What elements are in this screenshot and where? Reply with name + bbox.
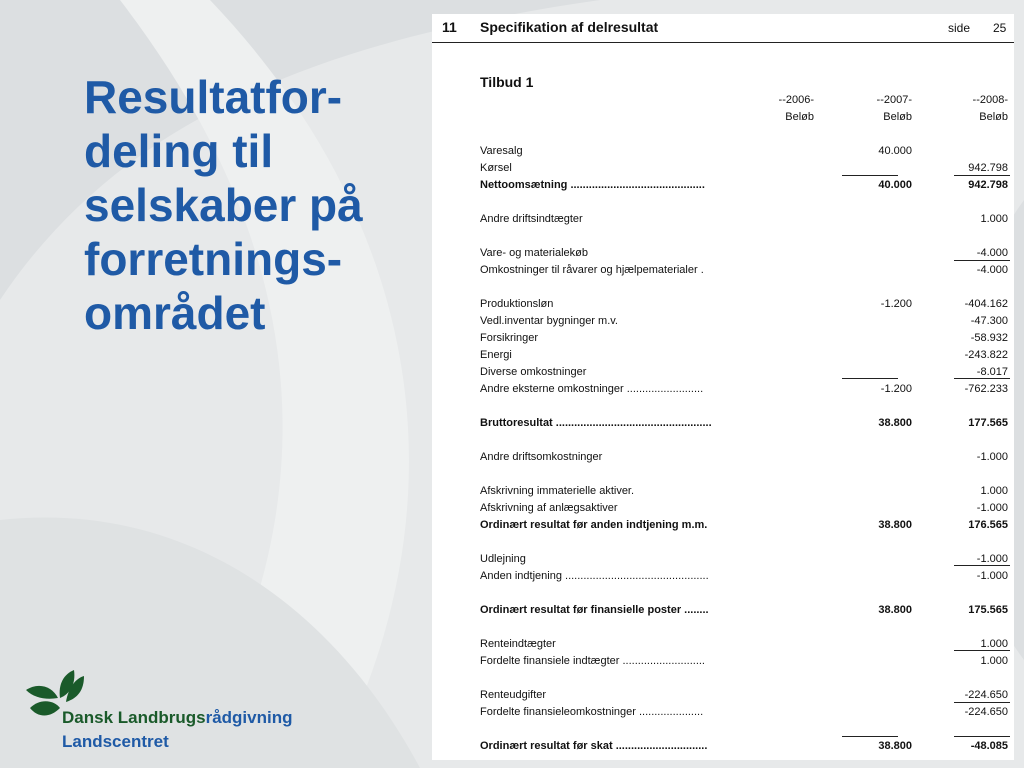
statement-row (432, 330, 1014, 346)
slide-title-line: forretnings- (84, 233, 343, 285)
amount-header-2008: Beløb (979, 111, 1008, 123)
statement-row (432, 653, 1014, 669)
row-value-2007: 38.800 (878, 417, 912, 429)
statement-row (432, 551, 1014, 567)
row-value-2007: 38.800 (878, 604, 912, 616)
section-number: 11 (442, 19, 457, 35)
statement-row (432, 211, 1014, 227)
row-label: Bruttoresultat ................................................... (480, 417, 712, 429)
row-value-2008: -48.085 (970, 740, 1008, 752)
statement-row (432, 636, 1014, 652)
row-label: Udlejning (480, 553, 526, 565)
logo-line-1 (62, 706, 293, 730)
subtotal-rule (954, 565, 1010, 566)
row-value-2008: 175.565 (968, 604, 1008, 616)
logo-text-radgivning: rådgivning (205, 708, 293, 727)
row-label: Ordinært resultat før skat .............................. (480, 740, 708, 752)
row-label: Diverse omkostninger (480, 366, 587, 378)
statement-row (432, 262, 1014, 278)
row-value-2007: -1.200 (880, 383, 912, 395)
slide-title-line: Resultatfor- (84, 71, 343, 123)
subtotal-rule (954, 702, 1010, 703)
statement-row (432, 449, 1014, 465)
statement-row (432, 160, 1014, 176)
document-title: Specifikation af delresultat (480, 19, 659, 35)
row-value-2007: 38.800 (878, 519, 912, 531)
row-value-2007: -1.200 (880, 298, 912, 310)
row-value-2008: -8.017 (976, 366, 1008, 378)
row-label: Andre eksterne omkostninger ......................... (480, 383, 704, 395)
statement-row (432, 602, 1014, 618)
row-label: Afskrivning af anlægsaktiver (480, 502, 618, 514)
row-label: Energi (480, 349, 512, 361)
document-header (432, 14, 1014, 43)
row-value-2008: -4.000 (976, 264, 1008, 276)
statement-row (432, 738, 1014, 754)
row-value-2007: 40.000 (878, 179, 912, 191)
document-subtitle: Tilbud 1 (480, 74, 534, 90)
row-label: Ordinært resultat før anden indtjening m.m. (480, 519, 708, 531)
row-label: Anden indtjening ............................................... (480, 570, 709, 582)
slide-title-line: deling til (84, 125, 274, 177)
row-value-2008: 1.000 (980, 655, 1008, 667)
statement-row (432, 500, 1014, 516)
row-value-2008: 1.000 (980, 213, 1008, 225)
statement-row (432, 364, 1014, 380)
statement-row (432, 704, 1014, 720)
row-label: Kørsel (480, 162, 512, 174)
row-value-2008: 1.000 (980, 485, 1008, 497)
row-label: Produktionsløn (480, 298, 554, 310)
financial-statement-document (432, 14, 1014, 760)
row-value-2008: -1.000 (976, 502, 1008, 514)
statement-row (432, 381, 1014, 397)
row-label: Renteindtægter (480, 638, 556, 650)
statement-row (432, 143, 1014, 159)
row-value-2008: 176.565 (968, 519, 1008, 531)
year-header-2007: --2007- (876, 94, 912, 106)
subtotal-rule (954, 175, 1010, 176)
row-label: Ordinært resultat før finansielle poster ........ (480, 604, 709, 616)
row-label: Forsikringer (480, 332, 539, 344)
row-value-2008: -1.000 (976, 570, 1008, 582)
row-value-2008: 942.798 (968, 179, 1008, 191)
row-value-2008: -243.822 (964, 349, 1008, 361)
logo-text (62, 706, 293, 754)
year-header-2008: --2008- (972, 94, 1008, 106)
row-value-2007: 38.800 (878, 740, 912, 752)
statement-row (432, 296, 1014, 312)
statement-row (432, 177, 1014, 193)
row-value-2007: 40.000 (878, 145, 912, 157)
subtotal-rule (954, 260, 1010, 261)
statement-row (432, 517, 1014, 533)
statement-row (432, 245, 1014, 261)
page-label: side (948, 21, 971, 35)
subtotal-rule (954, 650, 1010, 651)
row-label: Nettoomsætning ............................................ (480, 179, 705, 191)
page-number: 25 (993, 21, 1007, 35)
row-value-2008: 1.000 (980, 638, 1008, 650)
row-label: Fordelte finansiele indtægter ........................... (480, 655, 705, 667)
logo-text-dansk: Dansk Landbrugs (62, 708, 206, 727)
subtotal-rule (954, 736, 1010, 737)
row-value-2008: -404.162 (964, 298, 1008, 310)
statement-row (432, 568, 1014, 584)
row-value-2008: -1.000 (976, 451, 1008, 463)
row-value-2008: -762.233 (964, 383, 1008, 395)
row-label: Fordelte finansieleomkostninger ..................... (480, 706, 704, 718)
subtotal-rule (842, 175, 898, 176)
row-value-2008: -1.000 (976, 553, 1008, 565)
statement-row (432, 415, 1014, 431)
row-value-2008: 177.565 (968, 417, 1008, 429)
statement-row (432, 483, 1014, 499)
statement-row (432, 347, 1014, 363)
row-label: Vare- og materialekøb (480, 247, 589, 259)
subtotal-rule (842, 736, 898, 737)
logo-text-landscentret: Landscentret (62, 732, 169, 751)
row-label: Andre driftsindtægter (480, 213, 583, 225)
year-header-2006: --2006- (778, 94, 814, 106)
row-label: Omkostninger til råvarer og hjælpematerialer . (480, 264, 704, 276)
row-label: Afskrivning immaterielle aktiver. (480, 485, 635, 497)
row-value-2008: -224.650 (964, 689, 1008, 701)
row-value-2008: 942.798 (968, 162, 1008, 174)
row-label: Andre driftsomkostninger (480, 451, 603, 463)
subtotal-rule (954, 378, 1010, 379)
slide-title-line: selskaber på (84, 179, 363, 231)
statement-row (432, 687, 1014, 703)
subtotal-rule (842, 378, 898, 379)
row-value-2008: -58.932 (970, 332, 1008, 344)
row-label: Renteudgifter (480, 689, 547, 701)
amount-header-2007: Beløb (883, 111, 912, 123)
slide-title (84, 70, 363, 340)
slide-title-line: området (84, 287, 266, 339)
row-value-2008: -4.000 (976, 247, 1008, 259)
row-value-2008: -224.650 (964, 706, 1008, 718)
row-label: Varesalg (480, 145, 523, 157)
amount-header-2006: Beløb (785, 111, 814, 123)
statement-row (432, 313, 1014, 329)
row-value-2008: -47.300 (970, 315, 1008, 327)
row-label: Vedl.inventar bygninger m.v. (480, 315, 618, 327)
